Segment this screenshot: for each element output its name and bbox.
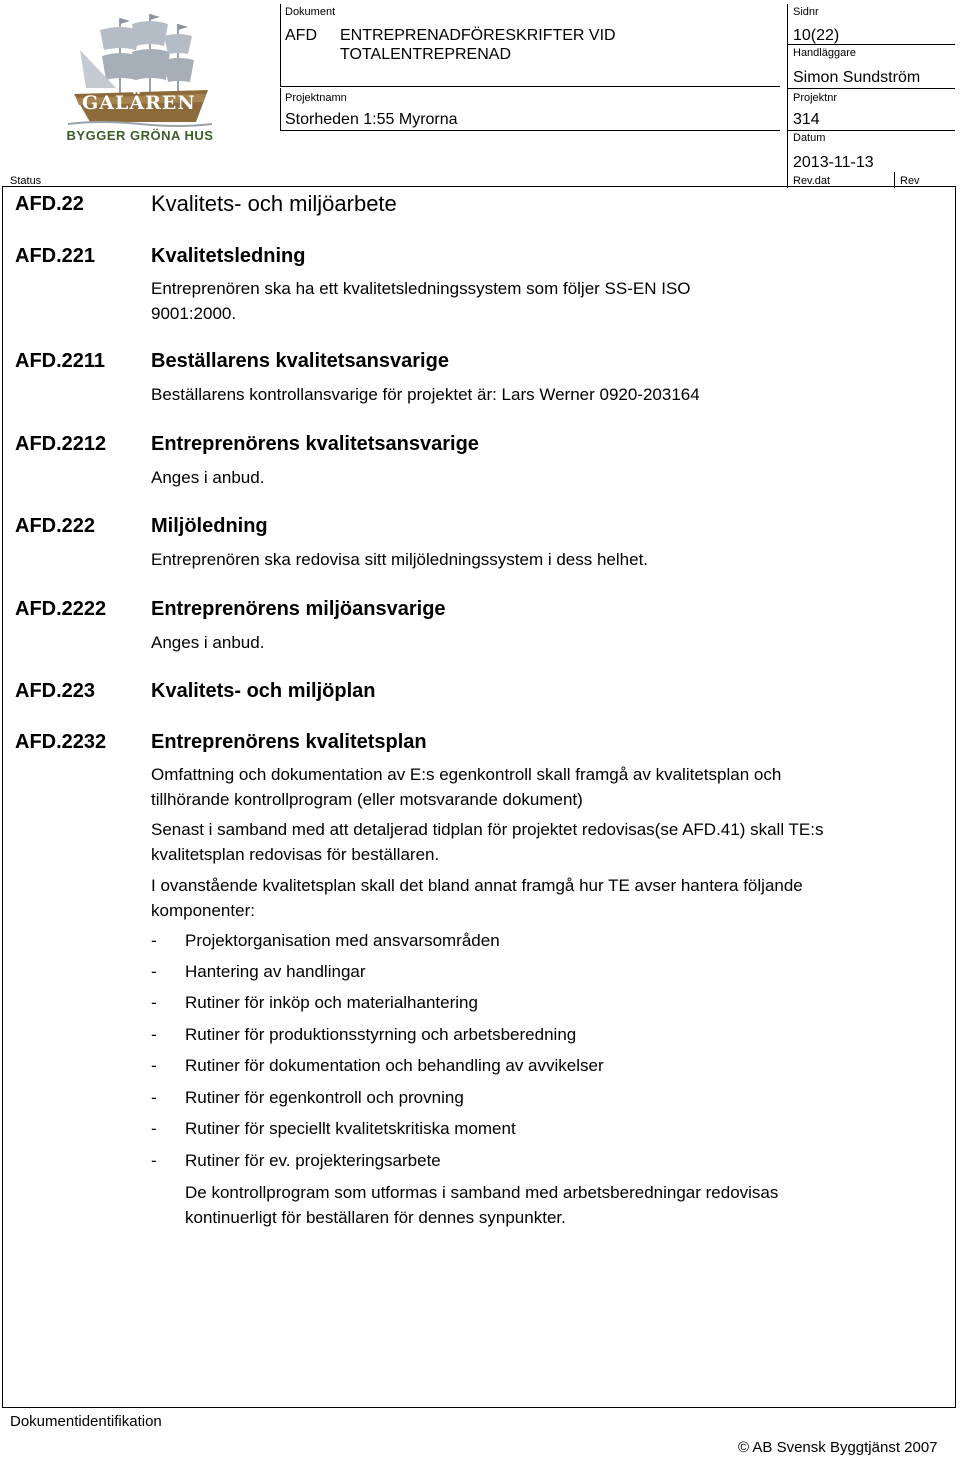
logo-tagline: BYGGER GRÖNA HUS (66, 128, 214, 143)
revdat-label: Rev.dat (793, 175, 831, 187)
dokument-label: Dokument (285, 6, 336, 18)
list-item-text: Rutiner för speciellt kvalitetskritiska moment (185, 1119, 516, 1138)
header-divider (787, 130, 955, 131)
list-item-text: Rutiner för dokumentation och behandling av avvikelser (185, 1056, 604, 1075)
header-divider (280, 130, 780, 131)
datum-value: 2013-11-13 (793, 154, 874, 171)
section-closing-text: De kontrollprogram som utformas i samband med arbetsberedningar redovisas kontinuerligt för beställaren för dennes synpunkter. (185, 1183, 779, 1227)
datum-label: Datum (793, 132, 826, 144)
company-logo (60, 10, 220, 150)
list-item-text: Rutiner för ev. projekteringsarbete (185, 1151, 441, 1170)
footer-document-id: Dokumentidentifikation (10, 1413, 162, 1430)
list-item-text: Rutiner för inköp och materialhantering (185, 993, 478, 1012)
header-divider (787, 44, 955, 45)
section-text: Anges i anbud. (151, 633, 265, 652)
section-heading: Entreprenörens miljöansvarige (151, 598, 446, 620)
list-bullet: - (151, 1025, 157, 1044)
section-code: AFD.223 (15, 680, 96, 702)
list-bullet: - (151, 931, 157, 950)
projektnr-value: 314 (793, 111, 820, 128)
list-bullet: - (151, 1119, 157, 1138)
section-text: Entreprenören ska ha ett kvalitetsledningssystem som följer SS-EN ISO 9001:2000. (151, 279, 691, 323)
section-paragraph: Senast i samband med att detaljerad tidplan för projektet redovisas(se AFD.41) skall TE:s kvalitetsplan redovisas för beställaren. (151, 820, 824, 864)
list-bullet: - (151, 1056, 157, 1075)
handlaggare-label: Handläggare (793, 47, 856, 59)
sidnr-label: Sidnr (793, 6, 819, 18)
section-code: AFD.2222 (15, 598, 107, 620)
section-heading: Beställarens kvalitetsansvarige (151, 350, 449, 372)
header-divider (280, 4, 281, 86)
list-item-text: Projektorganisation med ansvarsområden (185, 931, 500, 950)
list-bullet: - (151, 993, 157, 1012)
section-text: Entreprenören ska redovisa sitt miljöledningssystem i dess helhet. (151, 550, 649, 569)
section-code: AFD.22 (15, 193, 84, 215)
section-heading: Kvalitets- och miljöplan (151, 680, 376, 702)
section-heading: Entreprenörens kvalitetsplan (151, 731, 427, 753)
projektnamn-label: Projektnamn (285, 92, 347, 104)
header-divider (280, 88, 281, 130)
section-paragraph: Omfattning och dokumentation av E:s egenkontroll skall framgå av kvalitetsplan och tillhörande kontrollprogram (eller motsvarande dokument) (151, 765, 782, 809)
list-bullet: - (151, 962, 157, 981)
status-label: Status (10, 175, 42, 187)
section-text: Beställarens kontrollansvarige för projektet är: Lars Werner 0920-203164 (151, 385, 700, 404)
copyright-icon: © (738, 1439, 750, 1456)
section-heading: Miljöledning (151, 515, 268, 537)
projektnr-label: Projektnr (793, 92, 838, 104)
section-code: AFD.2211 (15, 350, 106, 372)
list-item-text: Hantering av handlingar (185, 962, 366, 981)
dokument-title-line1: ENTREPRENADFÖRESKRIFTER VID (340, 27, 616, 44)
section-paragraph: I ovanstående kvalitetsplan skall det bland annat framgå hur TE avser hantera följande komponenter: (151, 876, 803, 920)
section-code: AFD.221 (15, 245, 96, 267)
footer-copyright (738, 1439, 938, 1457)
dokument-title-line2: TOTALENTREPRENAD (340, 46, 511, 63)
list-item-text: Rutiner för produktionsstyrning och arbetsberedning (185, 1025, 577, 1044)
section-code: AFD.2212 (15, 433, 107, 455)
list-bullet: - (151, 1151, 157, 1170)
header-divider (787, 4, 788, 188)
sidnr-value: 10(22) (793, 27, 840, 44)
list-bullet: - (151, 1088, 157, 1107)
dokument-code: AFD (285, 27, 317, 44)
section-heading: Entreprenörens kvalitetsansvarige (151, 433, 479, 455)
logo-name: GALÄREN (82, 92, 196, 114)
section-text: Anges i anbud. (151, 468, 265, 487)
header-divider (787, 88, 955, 89)
footer-copyright-text: AB Svensk Byggtjänst 2007 (752, 1439, 938, 1456)
section-heading: Kvalitetsledning (151, 245, 306, 267)
handlaggare-value: Simon Sundström (793, 69, 921, 86)
rev-label: Rev (900, 175, 920, 187)
header-divider (280, 86, 780, 87)
section-code: AFD.222 (15, 515, 96, 537)
projektnamn-value: Storheden 1:55 Myrorna (285, 111, 458, 128)
list-item-text: Rutiner för egenkontroll och provning (185, 1088, 464, 1107)
section-code: AFD.2232 (15, 731, 107, 753)
section-heading: Kvalitets- och miljöarbete (151, 191, 397, 216)
